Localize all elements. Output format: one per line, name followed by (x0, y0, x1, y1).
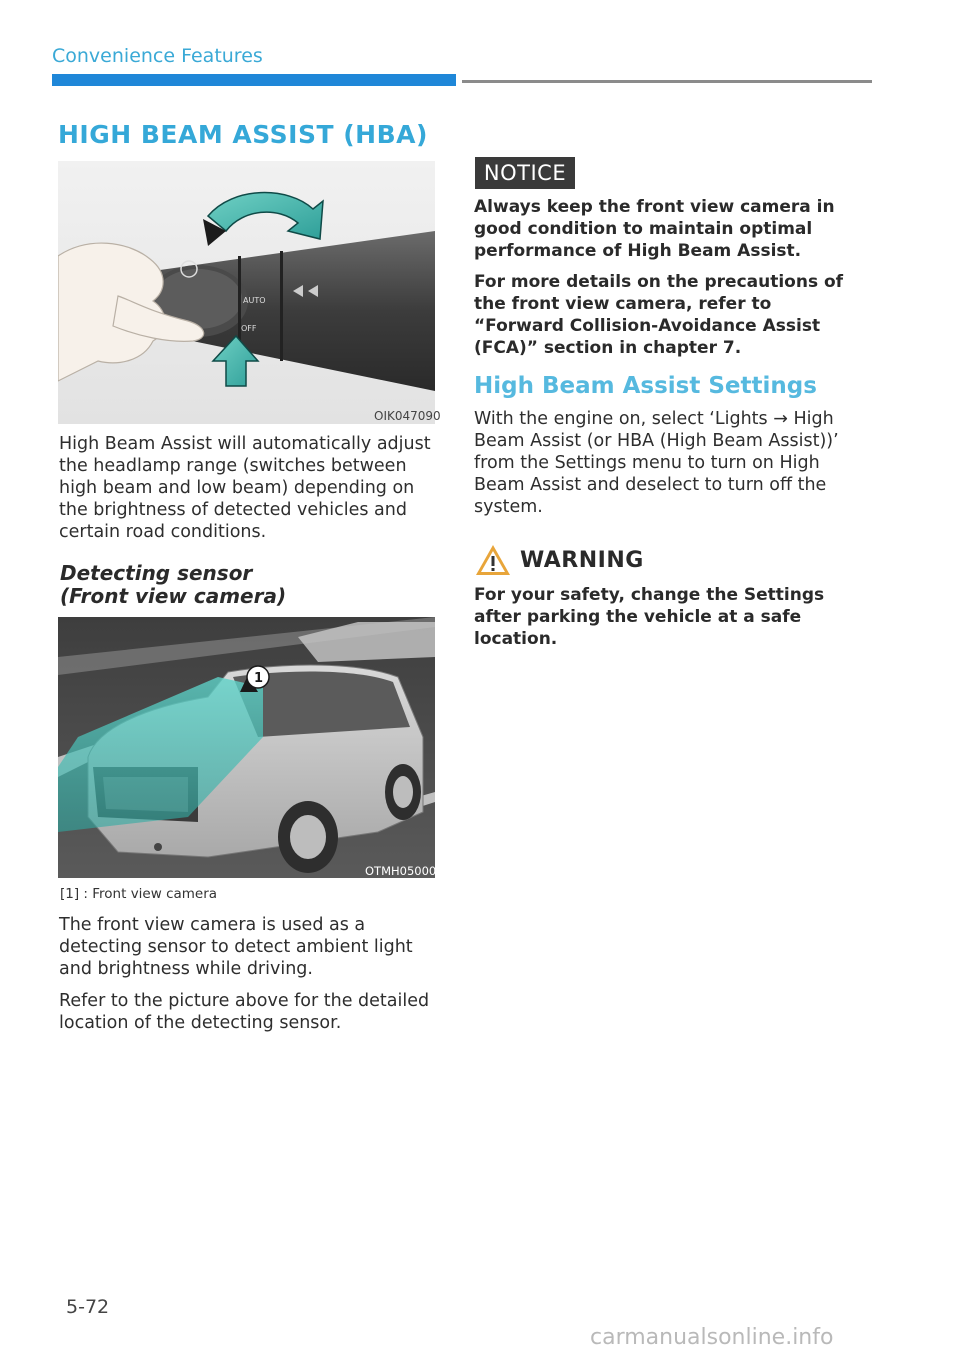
sensor-heading (60, 562, 286, 608)
notice-body (474, 196, 854, 368)
intro-paragraph (59, 433, 439, 553)
section-title: HIGH BEAM ASSIST (HBA) (58, 120, 428, 149)
notice-para-1: Always keep the front view camera in good condition to maintain optimal performance of High Beam Assist. (474, 197, 835, 261)
figure-caption: [1] : Front view camera (60, 886, 218, 902)
headlamp-stalk-illustration (58, 161, 435, 424)
sensor-body (59, 914, 439, 1044)
intro-text: High Beam Assist will automatically adjust the headlamp range (switches between high beam and low beam) depending on the brightness of detected vehicles and certain road conditions. (59, 434, 431, 542)
off-label: OFF (241, 324, 257, 333)
running-header: Convenience Features (52, 45, 263, 67)
headlamp-stalk-figure (58, 161, 435, 424)
front-camera-figure (58, 617, 435, 878)
warning-label: WARNING (520, 547, 644, 573)
site-watermark: carmanualsonline.info (590, 1325, 834, 1350)
settings-heading: High Beam Assist Settings (474, 373, 817, 399)
header-rule-gray (462, 80, 872, 83)
warning-header (474, 540, 644, 580)
camera-callout-number: 1 (254, 671, 264, 686)
notice-badge: NOTICE (475, 157, 575, 189)
auto-label: AUTO (243, 296, 266, 305)
car-camera-illustration (58, 617, 435, 878)
settings-paragraph: With the engine on, select ‘Lights → High Beam Assist (or HBA (High Beam Assist))’ from the Settings menu to turn on High Beam Assist and deselect to turn off the system. (474, 409, 839, 517)
page-number: 5-72 (66, 1296, 110, 1318)
notice-para-2: For more details on the precautions of the front view camera, refer to “Forward Collision-Avoidance Assist (FCA)” section in chapter 7. (474, 272, 844, 358)
figure-code: OIK047090 (374, 409, 441, 423)
sensor-heading-line2: (Front view camera) (60, 584, 287, 608)
figure-code-2: OTMH050004 (365, 864, 444, 878)
header-rule-blue (52, 74, 456, 86)
sensor-para-1: The front view camera is used as a detecting sensor to detect ambient light and brightness while driving. (59, 915, 413, 979)
warning-body: For your safety, change the Settings after parking the vehicle at a safe location. (474, 585, 825, 649)
sensor-para-2: Refer to the picture above for the detailed location of the detecting sensor. (59, 991, 430, 1033)
sensor-heading-line1: Detecting sensor (60, 561, 253, 585)
warning-triangle-icon (474, 542, 512, 578)
